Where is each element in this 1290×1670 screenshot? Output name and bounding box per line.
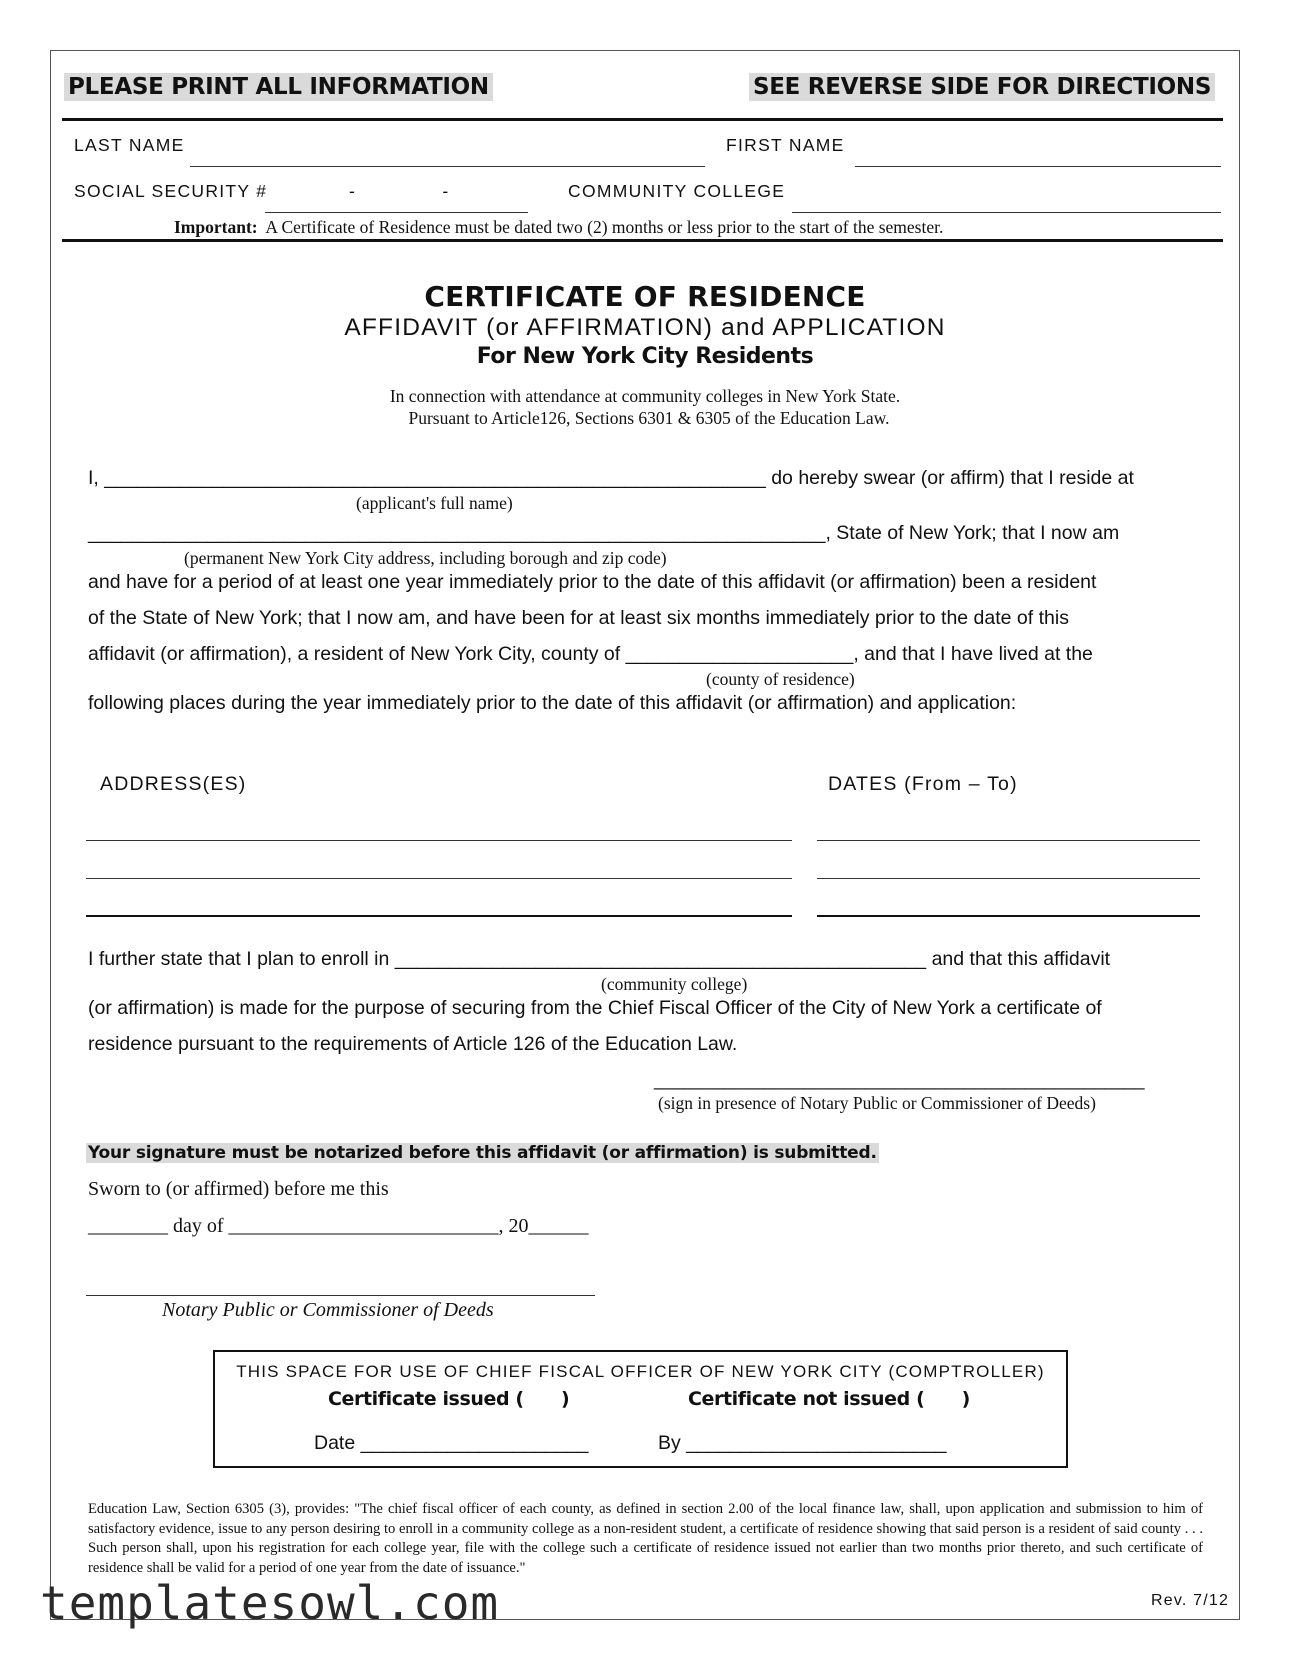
important-text: A Certificate of Residence must be dated two (2) months or less prior to the start of the semester. (265, 217, 944, 237)
signature-caption: (sign in presence of Notary Public or Commissioner of Deeds) (658, 1093, 1096, 1113)
watermark: templatesowl.com (40, 1576, 500, 1630)
comptroller-heading: THIS SPACE FOR USE OF CHIEF FISCAL OFFICER OF NEW YORK CITY (COMPTROLLER) (236, 1362, 1045, 1381)
dates-row-2[interactable] (817, 878, 1200, 879)
revision-label: Rev. 7/12 (1151, 1592, 1230, 1609)
important-note (174, 217, 943, 238)
address-row-2[interactable] (86, 878, 792, 879)
certificate-issued-option[interactable]: Certificate issued ( ) (328, 1388, 570, 1410)
header-rule (62, 118, 1223, 121)
community-college-field[interactable] (792, 212, 1221, 213)
address-row-1[interactable] (86, 840, 792, 841)
signature-line[interactable]: _________________________________________________ (654, 1070, 1145, 1090)
enrollment-college-line[interactable]: I further state that I plan to enroll in _________________________________________________ and that this affidavit (88, 948, 1111, 970)
affidavit-address-line[interactable]: ____________________________________________________________________, State of New York; that I now am (88, 522, 1120, 544)
ssn-field[interactable] (265, 212, 528, 213)
print-notice: PLEASE PRINT ALL INFORMATION (64, 73, 493, 101)
last-name-label: LAST NAME (74, 135, 185, 155)
ssn-label: SOCIAL SECURITY # (74, 181, 268, 201)
caption-address: (permanent New York City address, including borough and zip code) (184, 548, 667, 568)
enrollment-line-2: (or affirmation) is made for the purpose of securing from the Chief Fiscal Officer of the City of New York a certificate of (88, 997, 1102, 1019)
community-college-label: COMMUNITY COLLEGE (568, 181, 786, 201)
intro-line-1: In connection with attendance at community colleges in New York State. (389, 386, 901, 406)
enrollment-line-3: residence pursuant to the requirements of Article 126 of the Education Law. (88, 1033, 738, 1055)
last-name-field[interactable] (190, 166, 705, 167)
certificate-not-issued-option[interactable]: Certificate not issued ( ) (688, 1388, 970, 1410)
address-row-3[interactable] (86, 915, 792, 917)
dates-column-header: DATES (From – To) (828, 773, 1018, 795)
important-label: Important: (174, 217, 258, 237)
directions-notice: SEE REVERSE SIDE FOR DIRECTIONS (749, 73, 1215, 101)
sworn-statement: Sworn to (or affirmed) before me this (88, 1178, 389, 1200)
notary-caption: Notary Public or Commissioner of Deeds (162, 1299, 494, 1321)
affidavit-line-3: and have for a period of at least one year immediately prior to the date of this affidavit (or affirmation) been a resident (88, 571, 1097, 593)
caption-county: (county of residence) (706, 669, 855, 689)
first-name-field[interactable] (855, 166, 1221, 167)
important-rule (62, 239, 1223, 242)
caption-applicant-name: (applicant's full name) (356, 493, 513, 513)
dates-row-1[interactable] (817, 840, 1200, 841)
affidavit-line-6: following places during the year immediately prior to the date of this affidavit (or affirmation) and application: (88, 692, 1017, 714)
comptroller-box (213, 1350, 1068, 1468)
dates-row-3[interactable] (817, 915, 1200, 917)
comptroller-date-field[interactable]: Date _____________________ (314, 1432, 589, 1454)
caption-community-college: (community college) (601, 974, 748, 994)
affidavit-name-line[interactable]: I, _____________________________________________________________ do hereby swear (or affirm) that I reside at (88, 467, 1134, 489)
form-audience: For New York City Residents (476, 344, 814, 369)
first-name-label: FIRST NAME (726, 135, 845, 155)
ssn-separators: - - (349, 181, 450, 201)
sworn-date-line[interactable]: ________ day of ___________________________, 20______ (88, 1215, 589, 1237)
form-subtitle: AFFIDAVIT (or AFFIRMATION) and APPLICATION (344, 314, 946, 341)
notary-signature-line[interactable] (86, 1295, 595, 1296)
comptroller-by-field[interactable]: By ________________________ (658, 1432, 947, 1454)
affidavit-line-4: of the State of New York; that I now am, and have been for at least six months immediately prior to the date of this (88, 607, 1069, 629)
form-title: CERTIFICATE OF RESIDENCE (424, 280, 866, 313)
education-law-excerpt: Education Law, Section 6305 (3), provides: "The chief fiscal officer of each county, as defined in section 2.00 of the local finance law, shall, upon application and submission to him of satisfactory evidence, issue to any person desiring to enroll in a community college as a non-resident student, a certificate of residence showing that said person is a resident of said county . . . Such person shall, upon his registration for each college year, file with the college such a certificate of residence issued not earlier than two months prior thereto, and such certificate of residence shall be valid for a period of one year from the date of issuance." (88, 1501, 1203, 1576)
address-column-header: ADDRESS(ES) (100, 773, 247, 795)
notarize-notice: Your signature must be notarized before this affidavit (or affirmation) is submitted. (88, 1143, 877, 1163)
intro-line-2: Pursuant to Article126, Sections 6301 & 6305 of the Education Law. (408, 408, 890, 428)
affidavit-county-line[interactable]: affidavit (or affirmation), a resident of New York City, county of _____________________, and that I have lived at the (88, 643, 1093, 665)
